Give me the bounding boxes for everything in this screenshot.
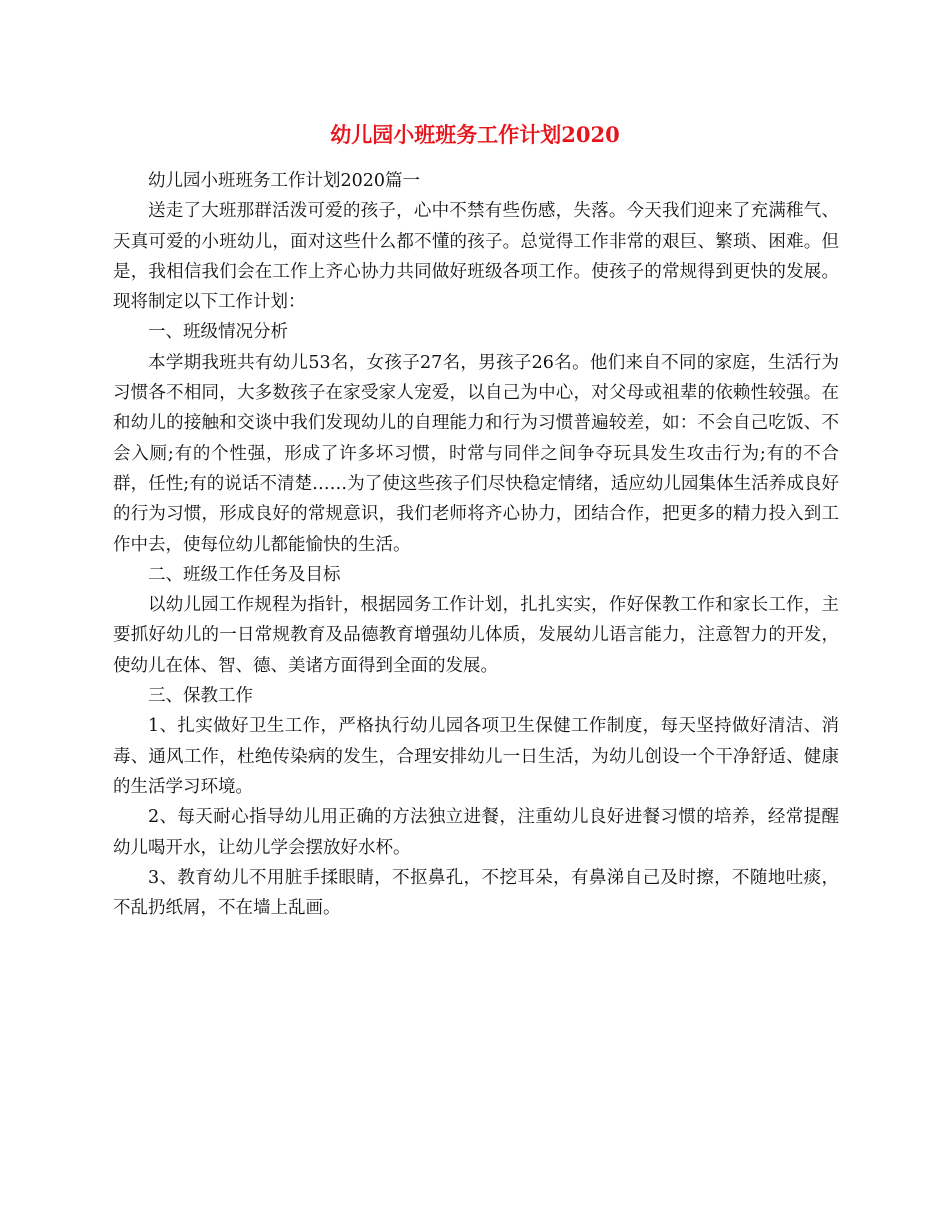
section-heading-class-analysis: 一、班级情况分析 xyxy=(148,322,288,343)
intro-paragraph: 送走了大班那群活泼可爱的孩子，心中不禁有些伤感，失落。今天我们迎来了充满稚气、天真可爱的小班幼儿，面对这些什么都不懂的孩子。总觉得工作非常的艰巨、繁琐、困难。但是，我相信我们会在工作上齐心协力共同做好班级各项工作。使孩子的常规得到更快的发展。现将制定以下工作计划： xyxy=(113,201,839,313)
class-analysis-paragraph: 本学期我班共有幼儿53名，女孩子27名，男孩子26名。他们来自不同的家庭，生活行为习惯各不相同，大多数孩子在家受家人宠爱，以自己为中心，对父母或祖辈的依赖性较强。在和幼儿的接触和交谈中我们发现幼儿的自理能力和行为习惯普遍较差，如：不会自己吃饭、不会入厕;有的个性强，形成了许多坏习惯，时常与同伴之间争夺玩具发生攻击行为;有的不合群，任性;有的说话不清楚……为了使这些孩子们尽快稳定情绪，适应幼儿园集体生活养成良好的行为习惯，形成良好的常规意识，我们老师将齐心协力，团结合作，把更多的精力投入到工作中去，使每位幼儿都能愉快的生活。 xyxy=(113,352,839,555)
tasks-goals-paragraph: 以幼儿园工作规程为指针，根据园务工作计划，扎扎实实，作好保教工作和家长工作，主要抓好幼儿的一日常规教育及品德教育增强幼儿体质，发展幼儿语言能力，注意智力的开发，使幼儿在体、智、德、美诸方面得到全面的发展。 xyxy=(113,595,839,676)
section-heading-care-education: 三、保教工作 xyxy=(148,686,253,707)
section-subtitle: 幼儿园小班班务工作计划2020篇一 xyxy=(148,171,421,191)
document-title: 幼儿园小班班务工作计划2020 xyxy=(330,122,620,147)
care-item-1: 1、扎实做好卫生工作，严格执行幼儿园各项卫生保健工作制度，每天坚持做好清洁、消毒、通风工作，杜绝传染病的发生，合理安排幼儿一日生活，为幼儿创设一个干净舒适、健康的生活学习环境。 xyxy=(113,716,839,797)
care-item-3: 3、教育幼儿不用脏手揉眼睛，不抠鼻孔，不挖耳朵，有鼻涕自己及时擦，不随地吐痰，不乱扔纸屑，不在墙上乱画。 xyxy=(113,867,839,919)
section-heading-tasks-goals: 二、班级工作任务及目标 xyxy=(148,564,341,585)
care-item-2: 2、每天耐心指导幼儿用正确的方法独立进餐，注重幼儿良好进餐习惯的培养，经常提醒幼儿喝开水，让幼儿学会摆放好水杯。 xyxy=(113,807,839,858)
document-body xyxy=(113,166,839,923)
